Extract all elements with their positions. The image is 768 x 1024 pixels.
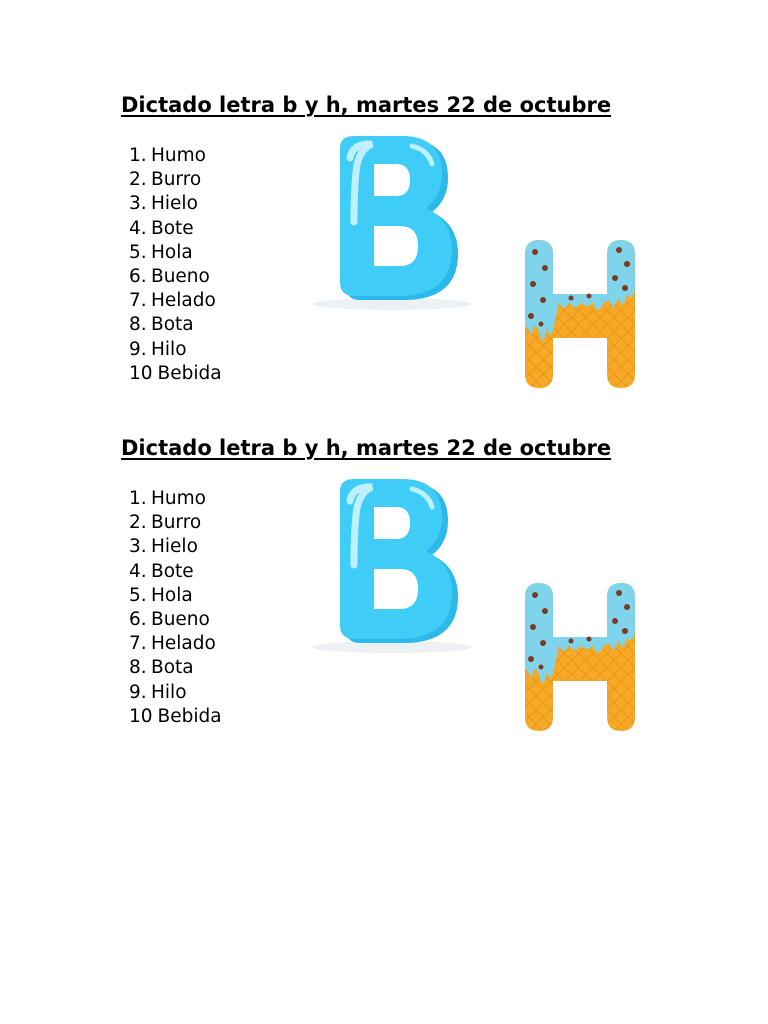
list-item-word: Bota bbox=[151, 314, 194, 336]
list-item-word: Helado bbox=[151, 633, 216, 655]
list-item-word: Burro bbox=[151, 169, 202, 191]
list-item-word: Hielo bbox=[151, 193, 198, 215]
list-item-word: Bebida bbox=[157, 705, 222, 727]
list-item bbox=[129, 265, 222, 289]
letter-h-icon bbox=[515, 232, 655, 392]
list-item bbox=[129, 241, 222, 265]
list-item-number: 9. bbox=[129, 338, 147, 360]
page-title: Dictado letra b y h, martes 22 de octubre bbox=[121, 93, 612, 117]
list-item-word: Burro bbox=[151, 512, 202, 534]
list-item bbox=[129, 681, 222, 705]
word-list bbox=[129, 487, 222, 729]
list-item-number: 4. bbox=[129, 560, 147, 582]
list-item-number: 1. bbox=[129, 488, 147, 509]
list-item-word: Humo bbox=[151, 145, 206, 166]
page-title: Dictado letra b y h, martes 22 de octubre bbox=[121, 436, 612, 460]
list-item bbox=[129, 487, 222, 511]
list-item-word: Hola bbox=[151, 241, 193, 263]
list-item-word: Bote bbox=[151, 217, 194, 239]
word-list bbox=[129, 144, 222, 386]
list-item bbox=[129, 313, 222, 337]
list-item-number: 10 bbox=[129, 362, 153, 384]
list-item-word: Humo bbox=[151, 488, 206, 509]
list-item-number: 9. bbox=[129, 681, 147, 703]
list-item bbox=[129, 656, 222, 680]
list-item-number: 5. bbox=[129, 241, 147, 263]
list-item bbox=[129, 144, 222, 168]
list-item-word: Bueno bbox=[151, 266, 210, 288]
letter-h-icon bbox=[515, 575, 655, 735]
list-item-word: Hilo bbox=[151, 681, 187, 703]
list-item-word: Hielo bbox=[151, 536, 198, 558]
list-item-word: Bueno bbox=[151, 609, 210, 631]
list-item-number: 5. bbox=[129, 584, 147, 606]
list-item bbox=[129, 217, 222, 241]
list-item bbox=[129, 362, 222, 386]
list-item bbox=[129, 560, 222, 584]
list-item-number: 8. bbox=[129, 657, 147, 679]
letter-b-icon bbox=[308, 132, 476, 314]
list-item bbox=[129, 584, 222, 608]
list-item-word: Bebida bbox=[157, 362, 222, 384]
list-item-word: Bota bbox=[151, 657, 194, 679]
list-item bbox=[129, 168, 222, 192]
list-item-number: 3. bbox=[129, 193, 147, 215]
list-item bbox=[129, 608, 222, 632]
dictation-section bbox=[0, 435, 768, 765]
list-item bbox=[129, 289, 222, 313]
list-item-word: Hilo bbox=[151, 338, 187, 360]
list-item-word: Bote bbox=[151, 560, 194, 582]
list-item-word: Hola bbox=[151, 584, 193, 606]
list-item-number: 1. bbox=[129, 145, 147, 166]
list-item-number: 10 bbox=[129, 705, 153, 727]
list-item bbox=[129, 192, 222, 216]
list-item-number: 2. bbox=[129, 512, 147, 534]
list-item bbox=[129, 705, 222, 729]
list-item bbox=[129, 632, 222, 656]
dictation-section bbox=[0, 92, 768, 422]
list-item bbox=[129, 511, 222, 535]
list-item-number: 7. bbox=[129, 633, 147, 655]
list-item-number: 6. bbox=[129, 266, 147, 288]
list-item-number: 8. bbox=[129, 314, 147, 336]
letter-b-icon bbox=[308, 475, 476, 657]
list-item-number: 4. bbox=[129, 217, 147, 239]
list-item-number: 7. bbox=[129, 290, 147, 312]
list-item-word: Helado bbox=[151, 290, 216, 312]
list-item-number: 2. bbox=[129, 169, 147, 191]
list-item-number: 6. bbox=[129, 609, 147, 631]
list-item-number: 3. bbox=[129, 536, 147, 558]
list-item bbox=[129, 535, 222, 559]
list-item bbox=[129, 338, 222, 362]
